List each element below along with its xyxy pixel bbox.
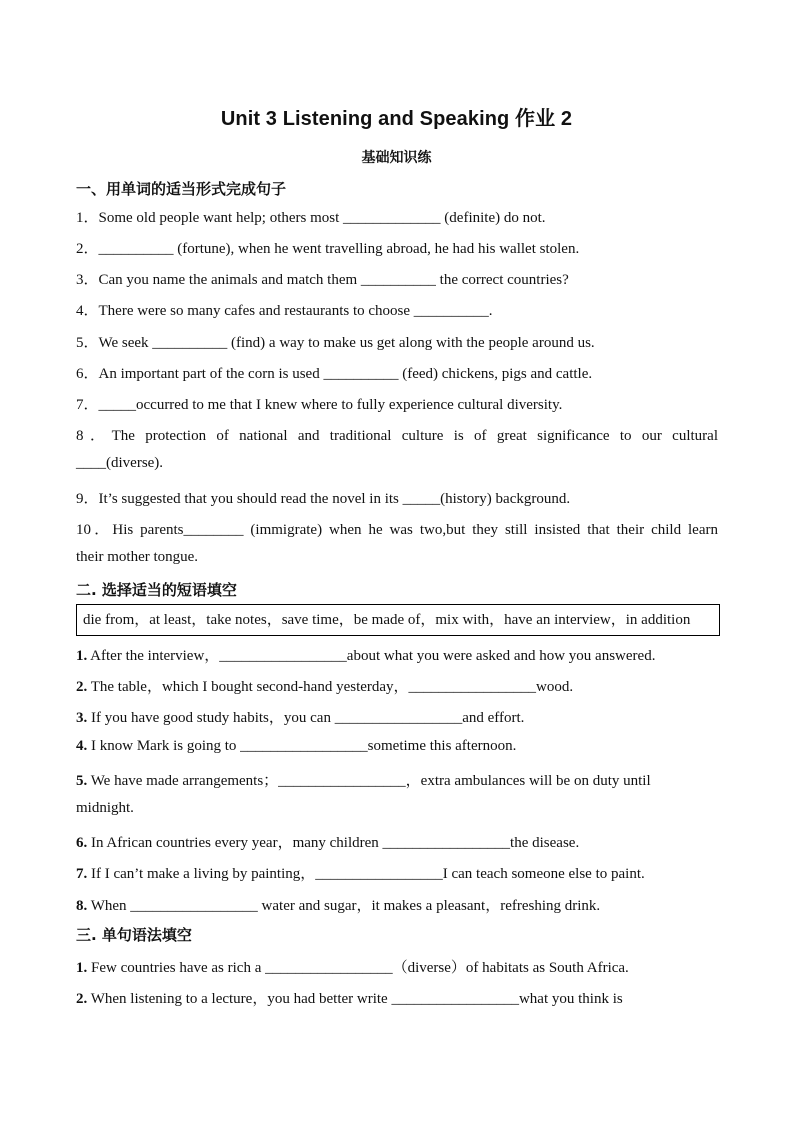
section-heading-3: 三. 单句语法填空 bbox=[76, 926, 192, 944]
exercise-item: 7．_____occurred to me that I knew where to fully experience cultural diversity. bbox=[76, 397, 563, 413]
exercise-item bbox=[76, 675, 718, 696]
exercise-item bbox=[76, 769, 718, 790]
item-text: I know Mark is going to _________________sometime this afternoon. bbox=[87, 738, 517, 754]
exercise-item bbox=[76, 738, 718, 755]
exercise-item-continued bbox=[76, 800, 718, 817]
item-text: midnight. bbox=[76, 800, 134, 816]
page-title: Unit 3 Listening and Speaking 作业 2 bbox=[220, 108, 573, 130]
exercise-item bbox=[76, 862, 718, 883]
item-number: 7. bbox=[76, 866, 88, 882]
phrase-bank-box: die from，at least，take notes，save time，be made of，mix with，have an interview，in addition bbox=[76, 604, 720, 636]
exercise-item bbox=[76, 956, 718, 977]
exercise-item-continued: ____(diverse). bbox=[76, 455, 164, 471]
item-text: Few countries have as rich a _________________（diverse）of habitats as South Africa. bbox=[87, 960, 629, 976]
exercise-item bbox=[76, 644, 718, 665]
item-number: 3. bbox=[76, 710, 88, 726]
section-heading-1: 一、用单词的适当形式完成句子 bbox=[76, 180, 287, 198]
item-text: When listening to a lecture，you had better write _________________what you think is bbox=[87, 991, 623, 1007]
item-number: 2. bbox=[76, 991, 88, 1007]
page-subtitle: 基础知识练 bbox=[361, 150, 432, 166]
exercise-item: 8．The protection of national and traditional culture is of great significance to our cultural bbox=[76, 428, 718, 444]
item-number: 1. bbox=[76, 960, 88, 976]
item-text: If I can’t make a living by painting，_________________I can teach someone else to paint. bbox=[87, 866, 645, 882]
item-number: 2. bbox=[76, 679, 88, 695]
item-text: When _________________ water and sugar，it makes a pleasant，refreshing drink. bbox=[87, 898, 601, 914]
item-text: We have made arrangements；_________________，extra ambulances will be on duty until bbox=[87, 773, 651, 789]
section-heading-2: 二. 选择适当的短语填空 bbox=[76, 581, 237, 599]
item-number: 1. bbox=[76, 648, 88, 664]
item-text: The table，which I bought second-hand yesterday，_________________wood. bbox=[87, 679, 574, 695]
item-number: 8. bbox=[76, 898, 88, 914]
exercise-item bbox=[76, 894, 718, 915]
exercise-item bbox=[76, 831, 718, 852]
exercise-item: 2．__________ (fortune), when he went travelling abroad, he had his wallet stolen. bbox=[76, 241, 580, 257]
exercise-item: 4．There were so many cafes and restaurants to choose __________. bbox=[76, 303, 493, 319]
item-number: 4. bbox=[76, 738, 88, 754]
exercise-item bbox=[76, 987, 718, 1008]
exercise-item: 6．An important part of the corn is used __________ (feed) chickens, pigs and cattle. bbox=[76, 366, 593, 382]
item-text: In African countries every year，many children _________________the disease. bbox=[87, 835, 580, 851]
exercise-item: 10．His parents________ (immigrate) when he was two,but they still insisted that their child learn bbox=[76, 522, 718, 538]
exercise-item-continued: their mother tongue. bbox=[76, 549, 199, 565]
exercise-item bbox=[76, 706, 718, 727]
item-text: If you have good study habits，you can _________________and effort. bbox=[87, 710, 525, 726]
item-text: After the interview，_________________about what you were asked and how you answered. bbox=[87, 648, 656, 664]
exercise-item: 1．Some old people want help; others most _____________ (definite) do not. bbox=[76, 210, 546, 226]
item-number: 6. bbox=[76, 835, 88, 851]
exercise-item: 5．We seek __________ (find) a way to make us get along with the people around us. bbox=[76, 335, 595, 351]
exercise-item: 3．Can you name the animals and match them __________ the correct countries? bbox=[76, 272, 569, 288]
item-number: 5. bbox=[76, 773, 88, 789]
exercise-item: 9．It’s suggested that you should read the novel in its _____(history) background. bbox=[76, 491, 571, 507]
